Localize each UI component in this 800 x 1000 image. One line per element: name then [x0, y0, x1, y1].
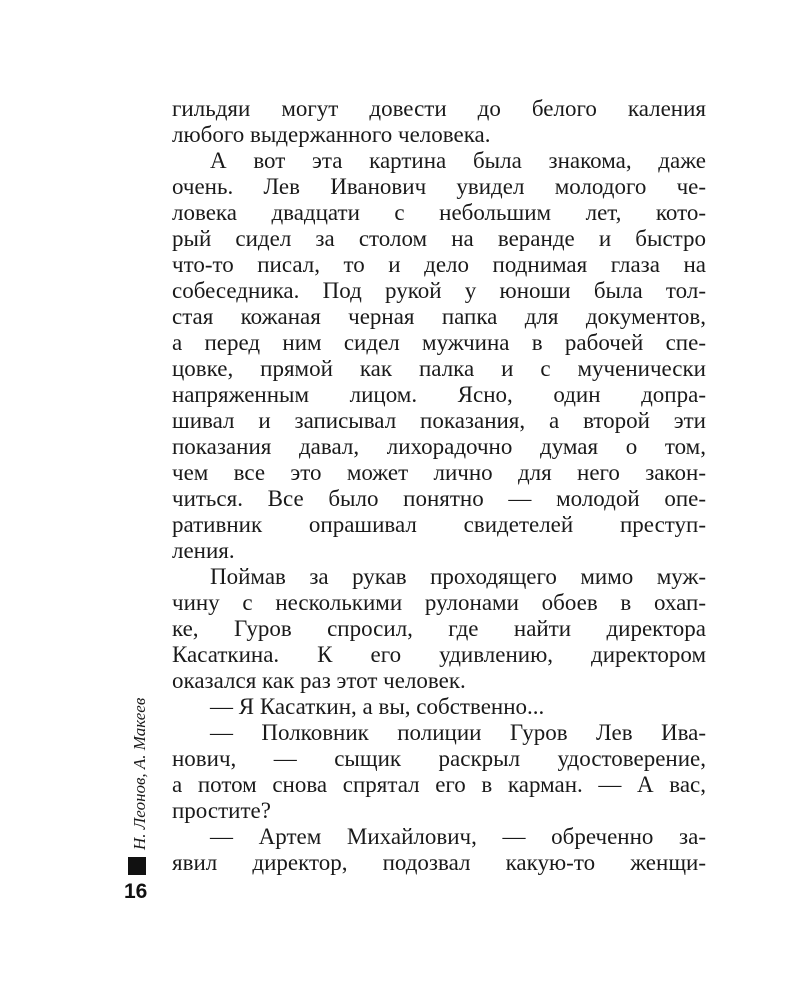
text-line: простите? — [172, 798, 271, 823]
text-line: — Артем Михайлович, — обреченно за- — [210, 824, 706, 849]
text-line: чем все это может лично для него закон- — [172, 460, 706, 485]
text-line: а перед ним сидел мужчина в рабочей спе- — [172, 330, 706, 355]
text-line: цовке, прямой как палка и с мученически — [172, 356, 706, 381]
text-line: нович, — сыщик раскрыл удостоверение, — [172, 746, 706, 771]
text-line: читься. Все было понятно — молодой опе- — [172, 486, 706, 511]
text-line: явил директор, подозвал какую-то женщи- — [172, 850, 706, 875]
text-line: Поймав за рукав проходящего мимо муж- — [210, 564, 706, 589]
text-line: а потом снова спрятал его в карман. — А вас, — [172, 772, 706, 797]
text-line: ления. — [172, 538, 235, 563]
text-line: ке, Гуров спросил, где найти директора — [172, 616, 706, 641]
text-line: собеседника. Под рукой у юноши была тол- — [172, 278, 706, 303]
text-line: ловека двадцати с небольшим лет, кото- — [172, 200, 706, 225]
text-line: стая кожаная черная папка для документов, — [172, 304, 706, 329]
text-line: что-то писал, то и дело поднимая глаза на — [172, 252, 706, 277]
text-line: показания давал, лихорадочно думая о том, — [172, 434, 706, 459]
text-line: — Я Касаткин, а вы, собственно... — [210, 694, 545, 719]
text-line: — Полковник полиции Гуров Лев Ива- — [210, 720, 706, 745]
text-line: напряженным лицом. Ясно, один допра- — [172, 382, 706, 407]
text-line: чину с несколькими рулонами обоев в охап- — [172, 590, 706, 615]
text-line: любого выдержанного человека. — [172, 122, 491, 147]
text-line: оказался как раз этот человек. — [172, 668, 466, 693]
text-line: рый сидел за столом на веранде и быстро — [172, 226, 706, 251]
page-number: 16 — [124, 880, 148, 903]
text-line: шивал и записывал показания, а второй эти — [172, 408, 706, 433]
text-line: Касаткина. К его удивлению, директором — [172, 642, 706, 667]
running-head — [118, 690, 158, 910]
text-line: А вот эта картина была знакома, даже — [210, 148, 706, 173]
text-line: гильдяи могут довести до белого каления — [172, 96, 706, 121]
running-head-authors: Н. Леонов, А. Макеев — [130, 697, 149, 850]
text-line: ративник опрашивал свидетелей преступ- — [172, 512, 706, 537]
body-text — [172, 96, 706, 876]
text-line: очень. Лев Иванович увидел молодого че- — [172, 174, 706, 199]
page-marker-square — [128, 857, 146, 875]
